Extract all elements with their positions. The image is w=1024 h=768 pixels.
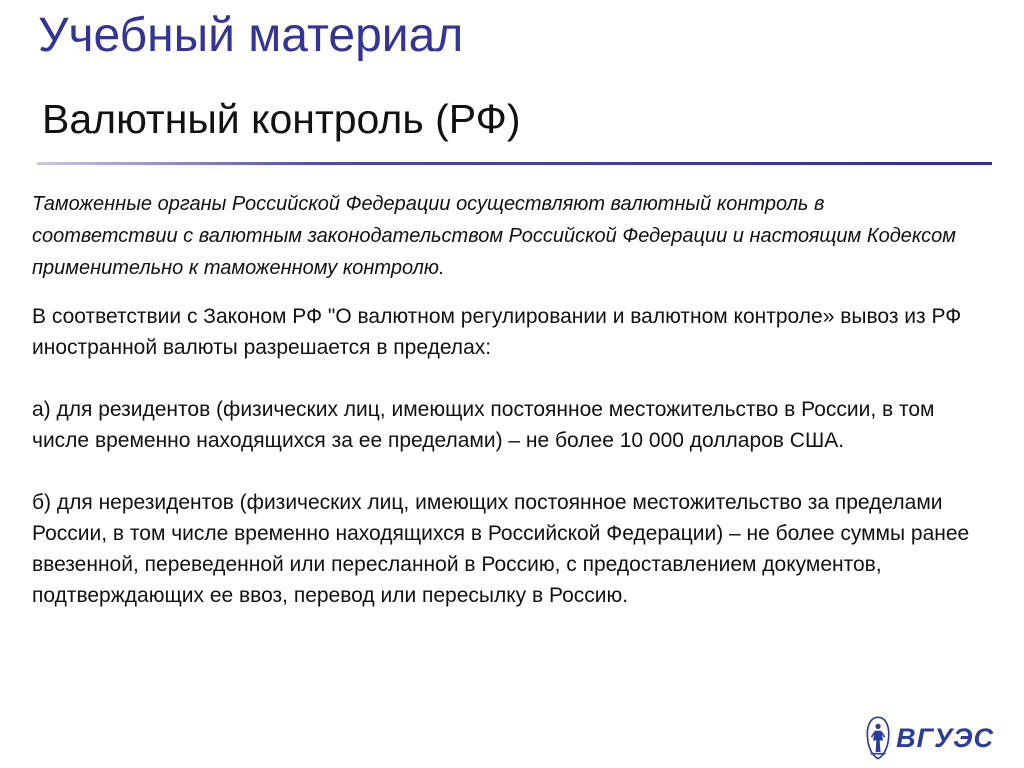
slide-body (32, 188, 972, 611)
section-title: Учебный материал (38, 9, 464, 62)
title-divider (37, 162, 992, 165)
university-emblem-icon (864, 711, 892, 765)
customs-control-paragraph: Таможенные органы Российской Федерации осуществляют валютный контроль в соответствии с валютным законодательством Российской Федерации и настоящим Кодексом применительно к таможенному контролю. (32, 193, 956, 279)
currency-law-paragraph: В соответствии с Законом РФ "О валютном регулировании и валютном контроле» вывоз из РФ иностранной валюты разрешается в пределах: а) для резидентов (физических лиц, имеющих постоянное местожительство в России, в том числе временно находящихся за ее пределами) – не более 10 000 долларов США. б) для нерезидентов (физических лиц, имеющих постоянное местожительство за пределами России, в том числе временно находящихся в Российской Федерации) – не более суммы ранее ввезенной, переведенной или пересланной в Россию, с предоставлением документов, подтверждающих ее ввоз, перевод или пересылку в Россию. (32, 305, 970, 607)
university-logo (864, 710, 994, 766)
slide-title: Валютный контроль (РФ) (42, 96, 521, 142)
logo-text: ВГУЭС (896, 722, 994, 753)
